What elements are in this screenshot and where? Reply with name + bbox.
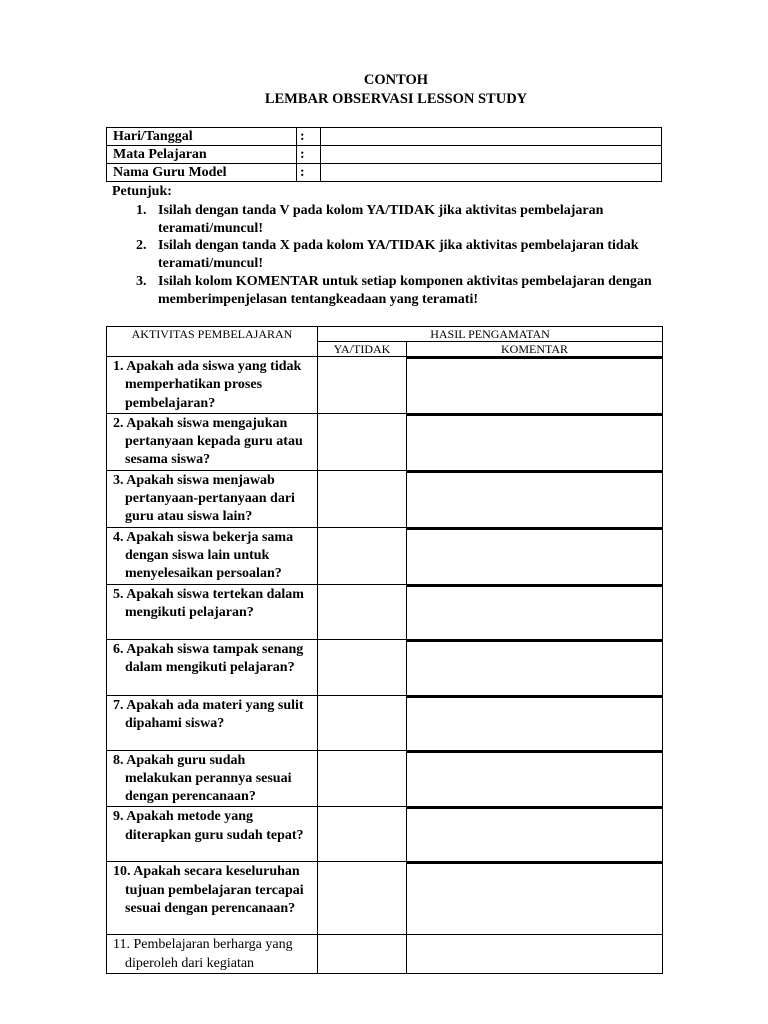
info-row <box>107 128 662 146</box>
table-row <box>107 413 663 470</box>
ya-tidak-cell[interactable] <box>318 639 407 695</box>
table-row <box>107 357 663 414</box>
info-row <box>107 146 662 164</box>
komentar-lines <box>407 862 662 864</box>
komentar-lines <box>407 357 662 359</box>
instruction-number: 1. <box>136 203 147 218</box>
komentar-lines <box>407 807 662 809</box>
activity-question <box>107 807 318 862</box>
table-row <box>107 935 663 974</box>
activity-question <box>107 584 318 639</box>
question-text: 6. Apakah siswa tampak senang dalam mengikuti pelajaran? <box>113 641 304 675</box>
komentar-cell[interactable] <box>407 935 663 974</box>
question-text: 11. Pembelajaran berharga yang diperoleh dari kegiatan <box>113 937 293 971</box>
activity-question <box>107 750 318 807</box>
activity-question <box>107 357 318 414</box>
question-text: 1. Apakah ada siswa yang tidak memperhatikan proses pembelajaran? <box>113 359 302 411</box>
col-ya-tidak-header: YA/TIDAK <box>318 342 407 357</box>
komentar-cell[interactable] <box>407 695 663 750</box>
activity-question <box>107 695 318 750</box>
ya-tidak-cell[interactable] <box>318 750 407 807</box>
komentar-lines <box>407 751 662 753</box>
question-text: 10. Apakah secara keseluruhan tujuan pembelajaran tercapai sesuai dengan perencanaan? <box>113 864 304 917</box>
info-value-hari-tanggal[interactable] <box>321 128 662 146</box>
table-row <box>107 750 663 807</box>
info-separator: : <box>297 128 321 146</box>
info-label-mata-pelajaran: Mata Pelajaran <box>107 146 297 164</box>
ya-tidak-cell[interactable] <box>318 527 407 584</box>
ya-tidak-cell[interactable] <box>318 862 407 935</box>
komentar-cell[interactable] <box>407 862 663 935</box>
ya-tidak-cell[interactable] <box>318 935 407 974</box>
ya-tidak-cell[interactable] <box>318 413 407 470</box>
komentar-lines <box>407 414 662 416</box>
ya-tidak-cell[interactable] <box>318 584 407 639</box>
info-table <box>106 127 662 182</box>
question-text: 7. Apakah ada materi yang sulit dipahami siswa? <box>113 697 304 731</box>
instruction-text: Isilah kolom KOMENTAR untuk setiap komponen aktivitas pembelajaran dengan memberimpenjelasan tentangkeadaan yang teramati! <box>158 274 652 307</box>
doc-title: CONTOH <box>363 72 429 88</box>
doc-subtitle: LEMBAR OBSERVASI LESSON STUDY <box>264 91 528 107</box>
question-text: 9. Apakah metode yang diterapkan guru sudah tepat? <box>113 809 304 843</box>
komentar-cell[interactable] <box>407 470 663 527</box>
instructions-heading: Petunjuk: <box>112 184 172 199</box>
activity-question <box>107 935 318 974</box>
activity-question <box>107 862 318 935</box>
komentar-cell[interactable] <box>407 413 663 470</box>
komentar-lines <box>407 696 662 698</box>
activity-question <box>107 470 318 527</box>
activity-question <box>107 413 318 470</box>
ya-tidak-cell[interactable] <box>318 807 407 862</box>
komentar-cell[interactable] <box>407 639 663 695</box>
komentar-cell[interactable] <box>407 807 663 862</box>
table-row <box>107 862 663 935</box>
komentar-lines <box>407 528 662 530</box>
instruction-number: 3. <box>136 274 147 289</box>
info-row <box>107 164 662 182</box>
observation-table <box>106 326 663 974</box>
ya-tidak-cell[interactable] <box>318 357 407 414</box>
info-separator: : <box>297 146 321 164</box>
table-header-row <box>107 327 663 342</box>
table-row <box>107 639 663 695</box>
question-text: 5. Apakah siswa tertekan dalam mengikuti pelajaran? <box>113 586 304 620</box>
komentar-lines <box>407 640 662 642</box>
komentar-lines <box>407 471 662 473</box>
komentar-cell[interactable] <box>407 584 663 639</box>
instruction-text: Isilah dengan tanda X pada kolom YA/TIDAK jika aktivitas pembelajaran tidak teramati/muncul! <box>158 238 639 271</box>
ya-tidak-cell[interactable] <box>318 695 407 750</box>
question-text: 8. Apakah guru sudah melakukan perannya sesuai dengan perencanaan? <box>113 752 292 805</box>
col-aktivitas-header: AKTIVITAS PEMBELAJARAN <box>107 327 318 357</box>
col-komentar-header: KOMENTAR <box>407 342 663 357</box>
info-value-mata-pelajaran[interactable] <box>321 146 662 164</box>
activity-question <box>107 527 318 584</box>
info-separator: : <box>297 164 321 182</box>
col-hasil-header: HASIL PENGAMATAN <box>318 327 663 342</box>
table-row <box>107 807 663 862</box>
question-text: 3. Apakah siswa menjawab pertanyaan-pertanyaan dari guru atau siswa lain? <box>113 472 295 525</box>
info-value-nama-guru-model[interactable] <box>321 164 662 182</box>
info-label-hari-tanggal: Hari/Tanggal <box>107 128 297 146</box>
komentar-cell[interactable] <box>407 357 663 414</box>
question-text: 2. Apakah siswa mengajukan pertanyaan kepada guru atau sesama siswa? <box>113 415 303 468</box>
table-row <box>107 584 663 639</box>
komentar-cell[interactable] <box>407 527 663 584</box>
komentar-lines <box>407 585 662 587</box>
info-label-nama-guru-model: Nama Guru Model <box>107 164 297 182</box>
table-row <box>107 527 663 584</box>
ya-tidak-cell[interactable] <box>318 470 407 527</box>
table-row <box>107 470 663 527</box>
instruction-number: 2. <box>136 238 147 253</box>
table-row <box>107 695 663 750</box>
komentar-cell[interactable] <box>407 750 663 807</box>
activity-question <box>107 639 318 695</box>
question-text: 4. Apakah siswa bekerja sama dengan siswa lain untuk menyelesaikan persoalan? <box>113 529 294 582</box>
instruction-text: Isilah dengan tanda V pada kolom YA/TIDAK jika aktivitas pembelajaran teramati/muncul! <box>158 203 604 236</box>
